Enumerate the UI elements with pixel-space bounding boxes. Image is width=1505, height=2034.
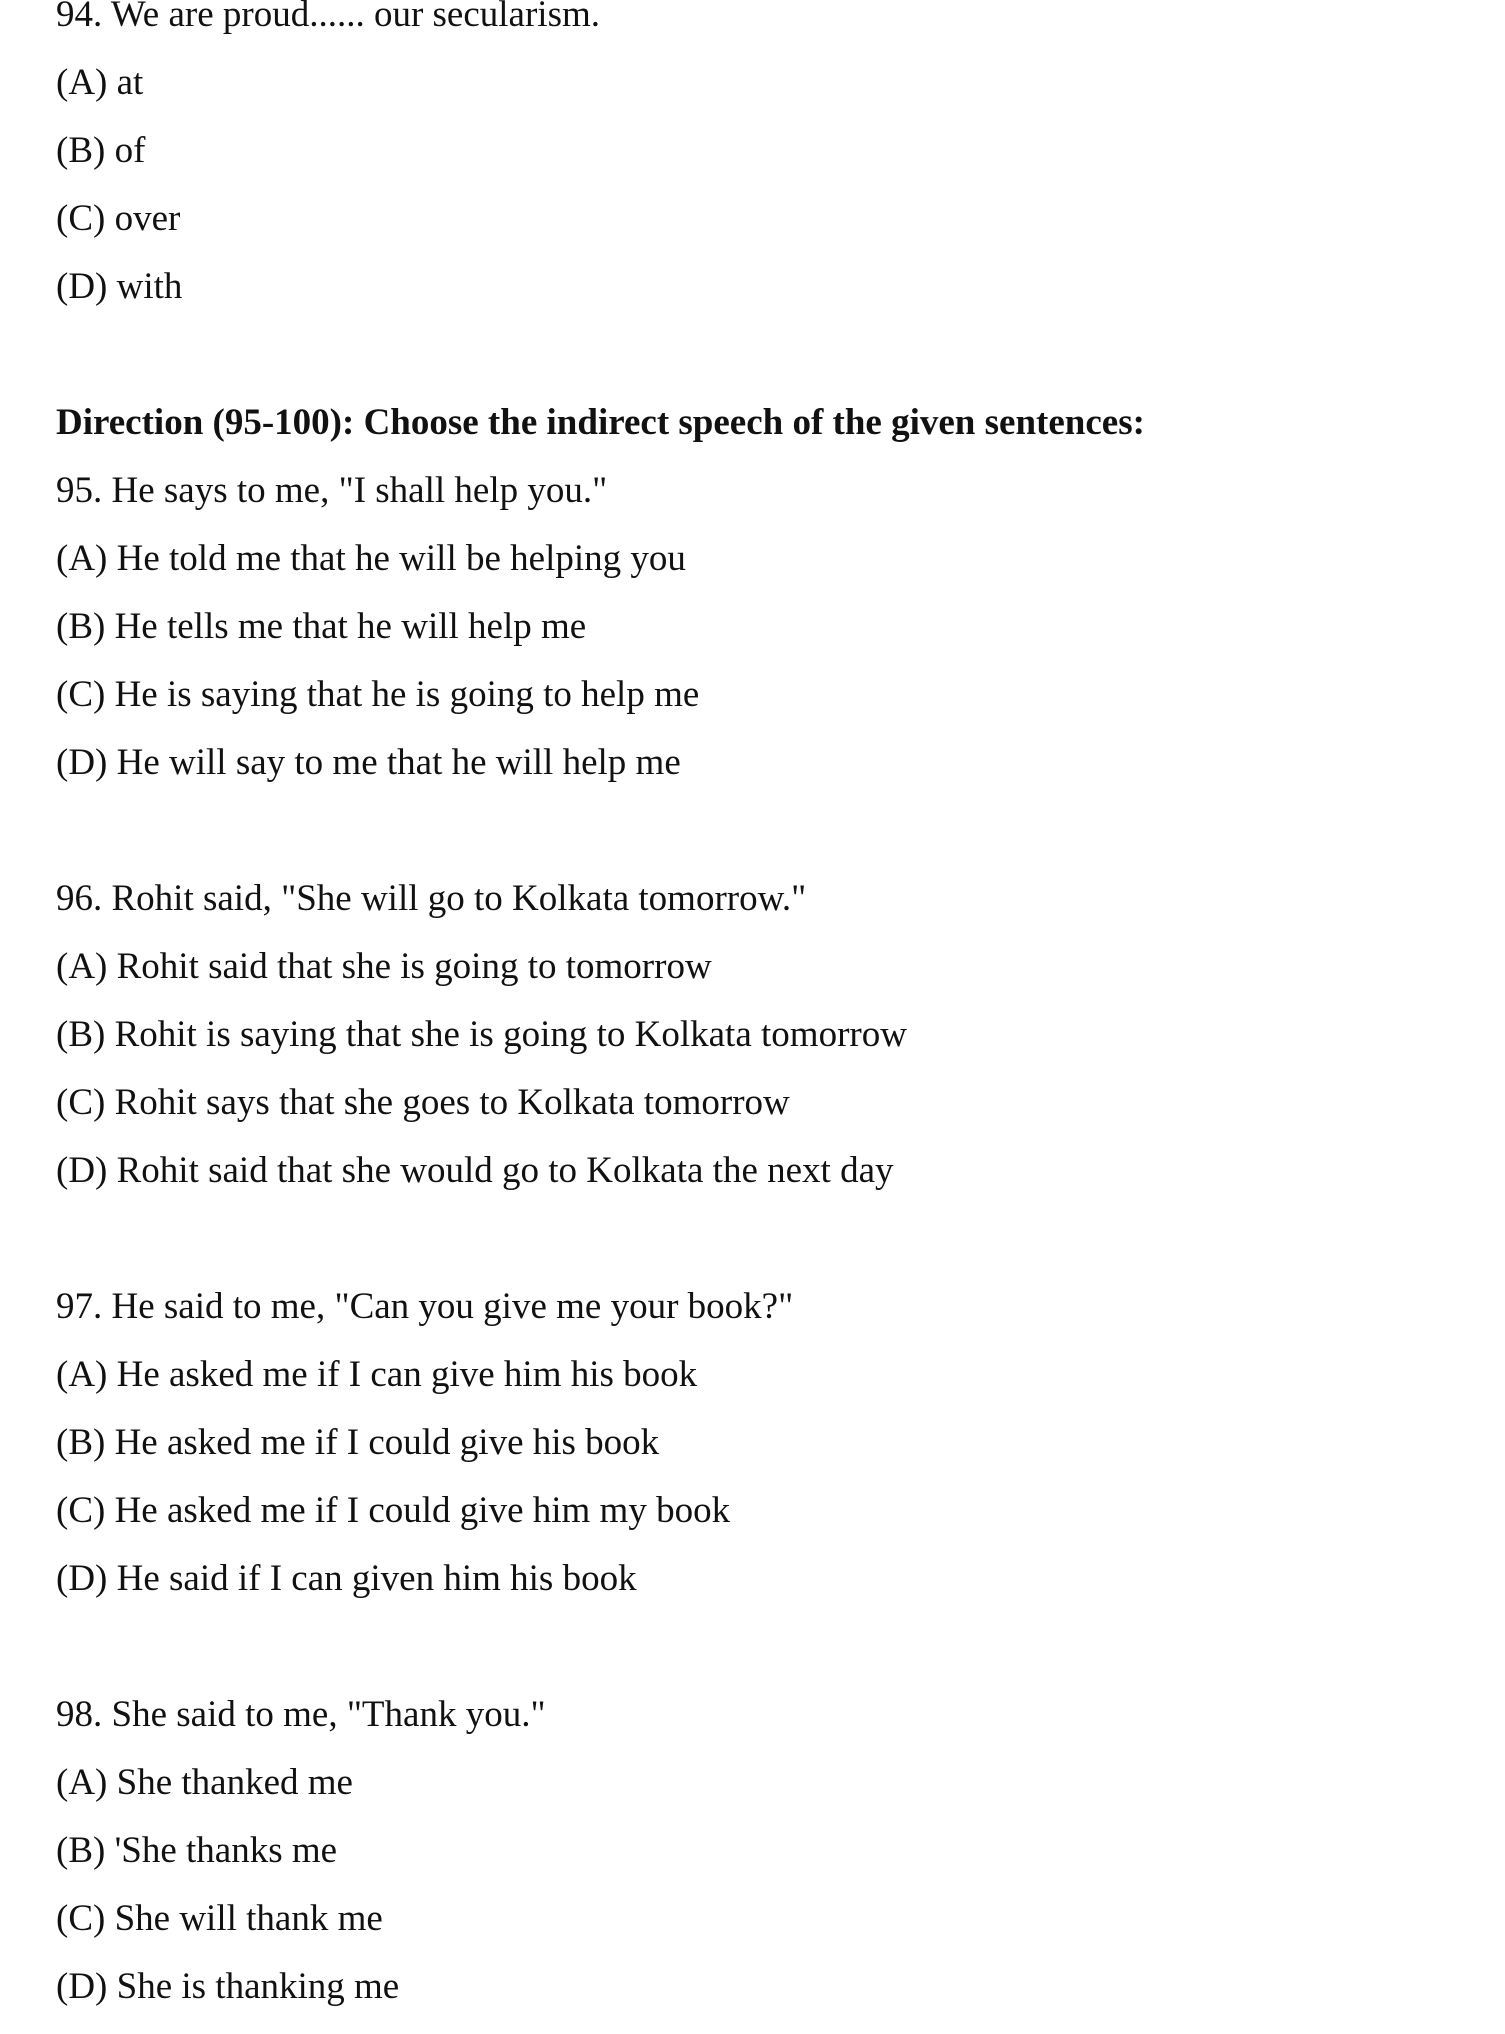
option-b: (B) He asked me if I could give his book bbox=[56, 1422, 660, 1463]
question-text: 94. We are proud...... our secularism. bbox=[56, 0, 600, 35]
option-c: (C) Rohit says that she goes to Kolkata tomorrow bbox=[56, 1082, 790, 1123]
option-c: (C) He is saying that he is going to help me bbox=[56, 674, 700, 715]
option-b: (B) Rohit is saying that she is going to Kolkata tomorrow bbox=[56, 1014, 907, 1055]
question-97 bbox=[56, 1273, 1456, 1613]
question-96 bbox=[56, 865, 1456, 1205]
option-a: (A) at bbox=[56, 62, 144, 103]
option-a: (A) Rohit said that she is going to tomorrow bbox=[56, 946, 712, 987]
spacer bbox=[56, 1205, 1456, 1273]
question-text: 95. He says to me, "I shall help you." bbox=[56, 470, 608, 511]
question-95 bbox=[56, 457, 1456, 797]
option-d: (D) He said if I can given him his book bbox=[56, 1558, 637, 1599]
option-a: (A) She thanked me bbox=[56, 1762, 353, 1803]
option-b: (B) of bbox=[56, 130, 146, 171]
question-text: 98. She said to me, "Thank you." bbox=[56, 1694, 546, 1735]
question-text: 96. Rohit said, "She will go to Kolkata tomorrow." bbox=[56, 878, 807, 919]
option-a: (A) He asked me if I can give him his book bbox=[56, 1354, 698, 1395]
option-d: (D) Rohit said that she would go to Kolkata the next day bbox=[56, 1150, 894, 1191]
option-d: (D) She is thanking me bbox=[56, 1966, 400, 2007]
option-b: (B) 'She thanks me bbox=[56, 1830, 338, 1871]
spacer bbox=[56, 1613, 1456, 1681]
spacer bbox=[56, 797, 1456, 865]
direction-heading: Direction (95-100): Choose the indirect speech of the given sentences: bbox=[56, 402, 1145, 443]
spacer bbox=[56, 321, 1456, 389]
question-98 bbox=[56, 1681, 1456, 2021]
option-d: (D) He will say to me that he will help me bbox=[56, 742, 681, 783]
question-94 bbox=[56, 0, 1456, 321]
question-text: 97. He said to me, "Can you give me your book?" bbox=[56, 1286, 794, 1327]
option-c: (C) over bbox=[56, 198, 181, 239]
option-d: (D) with bbox=[56, 266, 183, 307]
option-c: (C) He asked me if I could give him my book bbox=[56, 1490, 731, 1531]
document-page bbox=[56, 0, 1456, 2021]
option-c: (C) She will thank me bbox=[56, 1898, 383, 1939]
option-b: (B) He tells me that he will help me bbox=[56, 606, 587, 647]
option-a: (A) He told me that he will be helping you bbox=[56, 538, 686, 579]
